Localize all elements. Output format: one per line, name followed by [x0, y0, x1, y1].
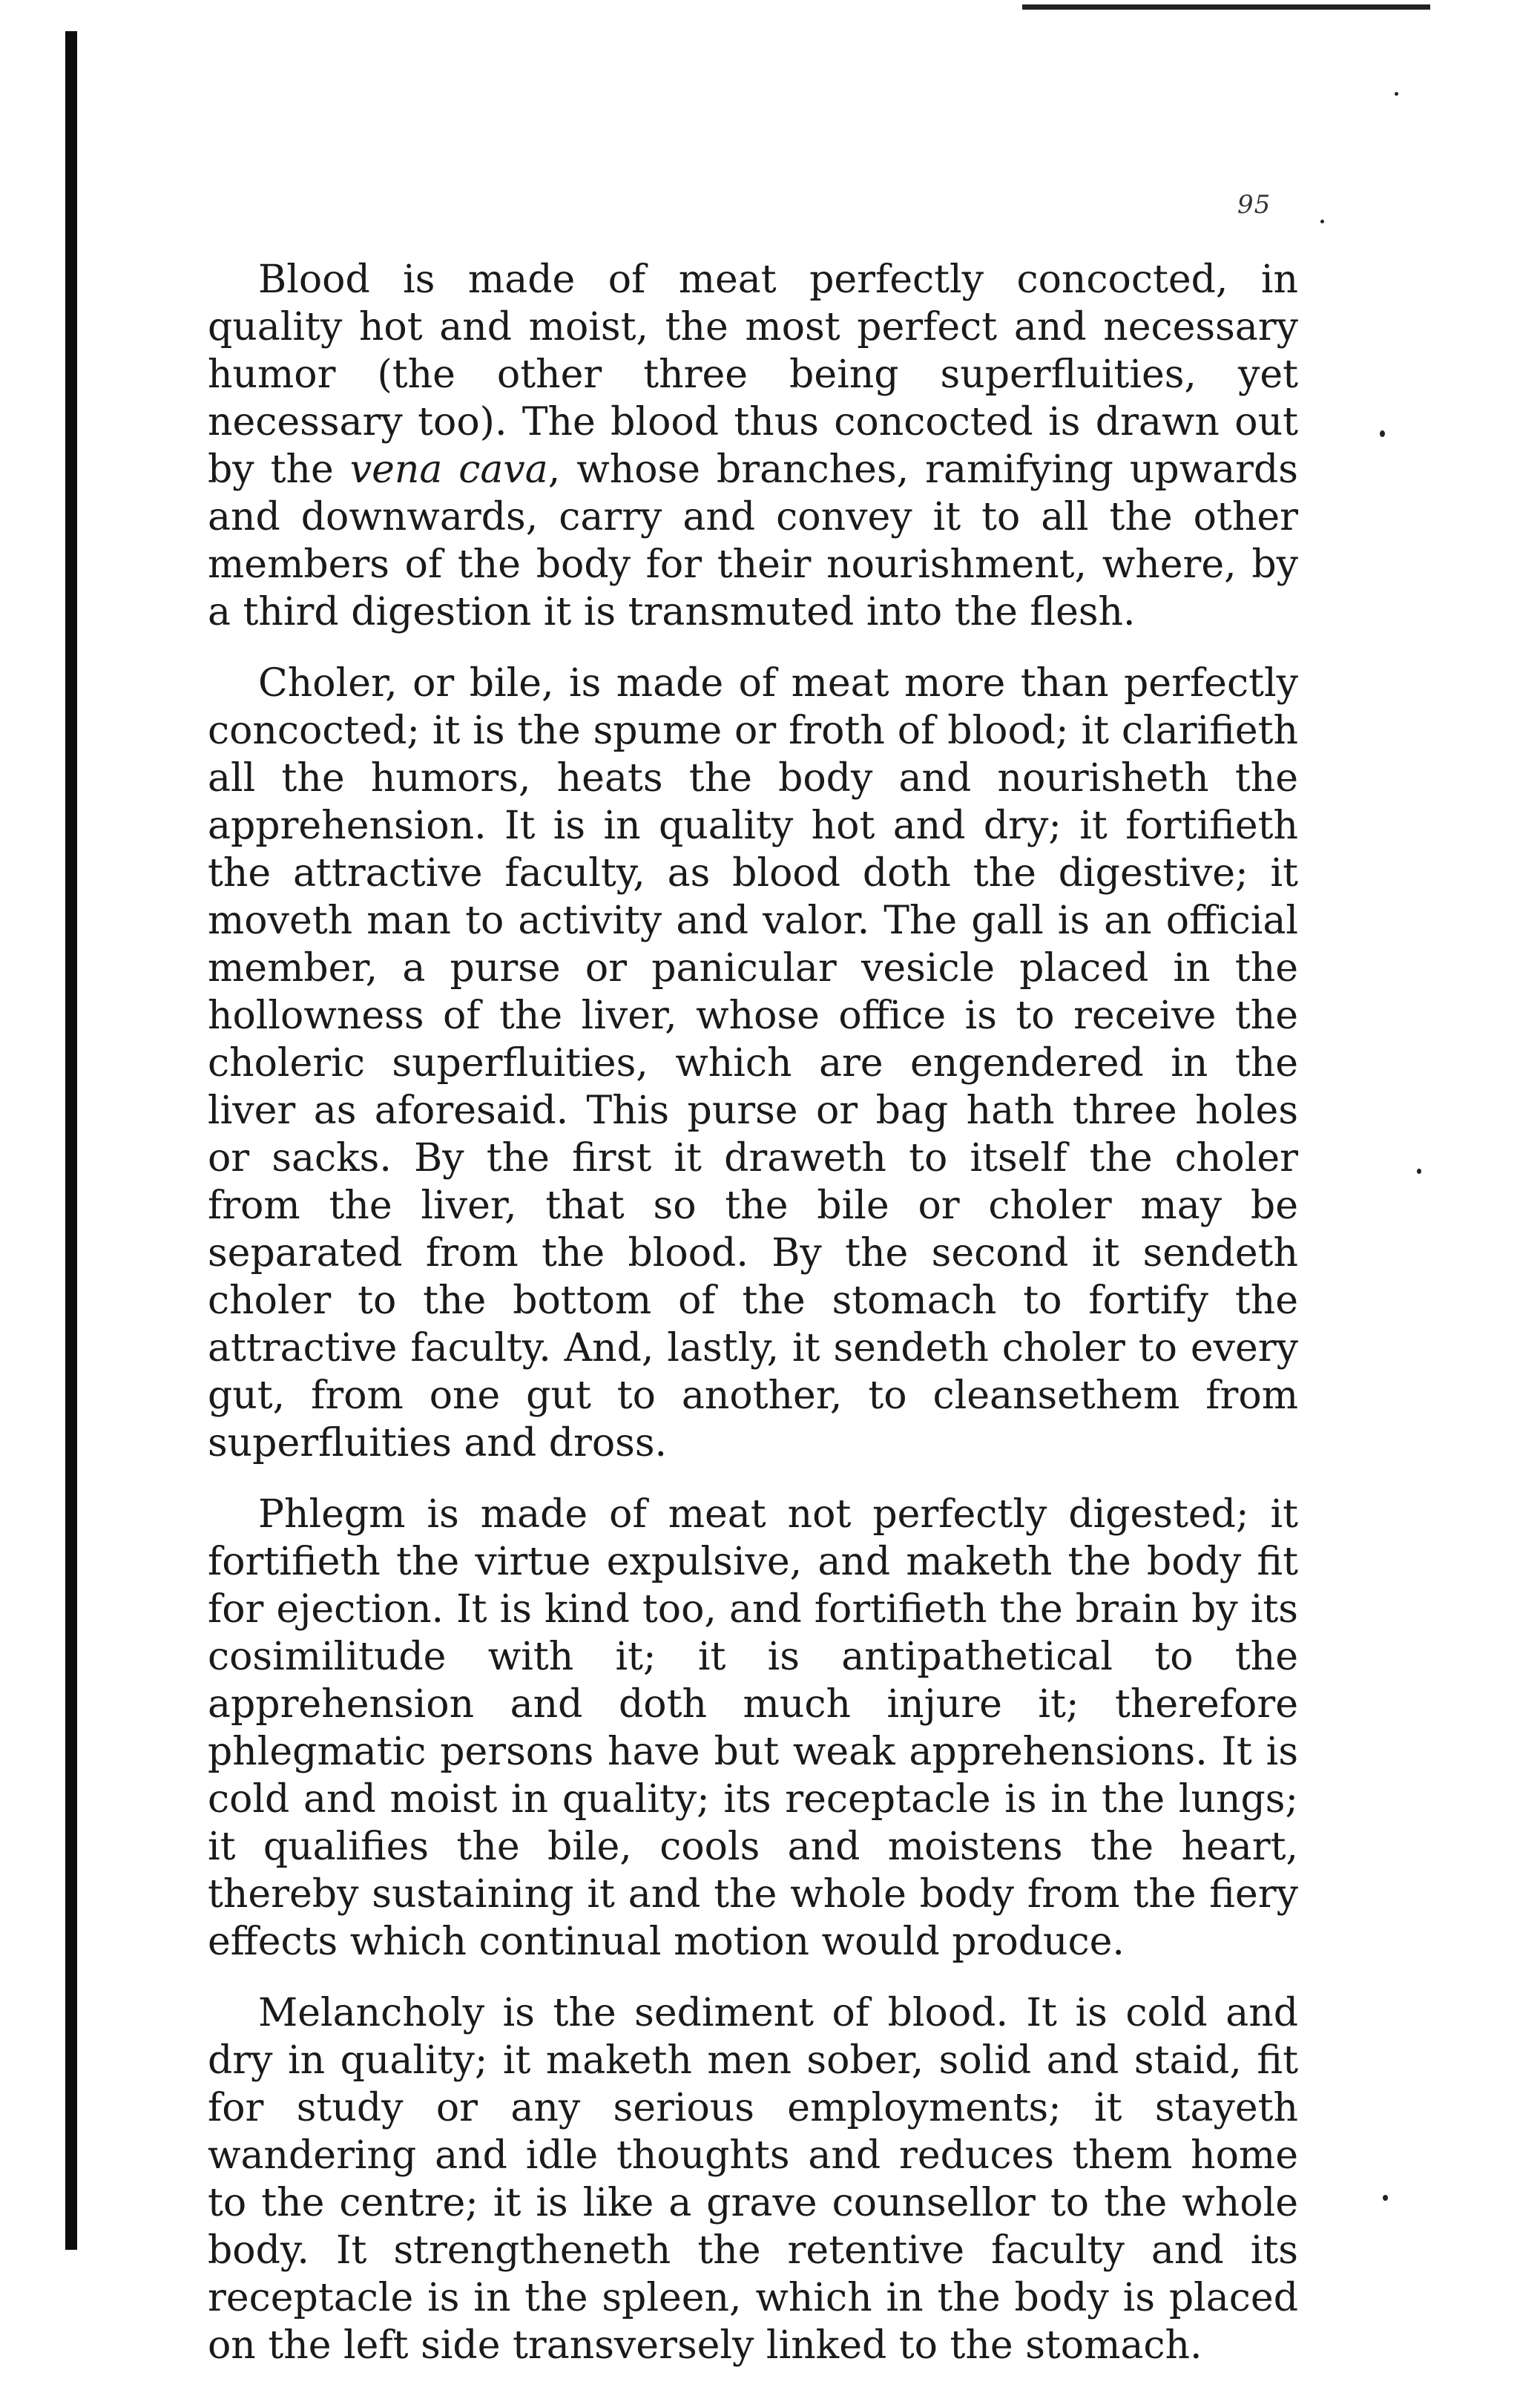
page-top-rule — [1022, 4, 1430, 10]
body-text — [208, 256, 1298, 2393]
page-number: 95 — [1237, 190, 1271, 220]
scan-binding-edge — [65, 31, 77, 2250]
paragraph-blood — [208, 256, 1298, 636]
paragraph-choler: Choler, or bile, is made of meat more than perfectly concocted; it is the spume or froth of blood; it clarifieth all the humors, heats the body and nourisheth the apprehension. It is in quality hot and dry; it fortifieth the attractive faculty, as blood doth the digestive; it moveth man to activity and valor. The gall is an official member, a purse or panicular vesicle placed in the hollowness of the liver, whose office is to receive the choleric superfluities, which are engendered in the liver as aforesaid. This purse or bag hath three holes or sacks. By the first it draweth to itself the choler from the liver, that so the bile or choler may be separated from the blood. By the second it sendeth choler to the bottom of the stomach to fortify the attractive faculty. And, lastly, it sendeth choler to every gut, from one gut to another, to cleansethem from superfluities and dross. — [208, 661, 1298, 1465]
scan-speck — [1383, 2195, 1388, 2201]
scan-speck — [1395, 92, 1398, 96]
scan-speck — [1380, 430, 1385, 437]
scan-speck — [1417, 1169, 1421, 1174]
paragraph-phlegm: Phlegm is made of meat not perfectly digested; it fortifieth the virtue expulsive, and maketh the body fit for ejection. It is kind too, and fortifieth the brain by its cosimilitude with it; it is antipathetical to the apprehension and doth much injure it; therefore phlegmatic persons have but weak apprehensions. It is cold and moist in quality; its receptacle is in the lungs; it qualifies the bile, cools and moistens the heart, thereby sustaining it and the whole body from the fiery effects which continual motion would produce. — [208, 1492, 1298, 1964]
paragraph-melancholy: Melancholy is the sediment of blood. It is cold and dry in quality; it maketh men sober, solid and staid, fit for study or any serious employments; it stayeth wandering and idle thoughts and reduces them home to the centre; it is like a grave counsellor to the whole body. It strengtheneth the retentive faculty and its receptacle is in the spleen, which in the body is placed on the left side transversely linked to the stomach. — [208, 1991, 1298, 2368]
scan-speck — [1320, 220, 1324, 223]
paragraph-text: Blood is made of meat perfectly concocted, in quality hot and moist, the most perfect and necessary humor (the other three being superfluities, yet necessary too). The blood thus concocted is drawn out by the — [208, 257, 1298, 492]
paragraph-text: , whose branches, ramifying upwards and downwards, carry and convey it to all the other members of the body for their nourishment, where, by a third digestion it is transmuted into the flesh. — [208, 447, 1298, 634]
italic-term: vena cava — [349, 447, 548, 492]
